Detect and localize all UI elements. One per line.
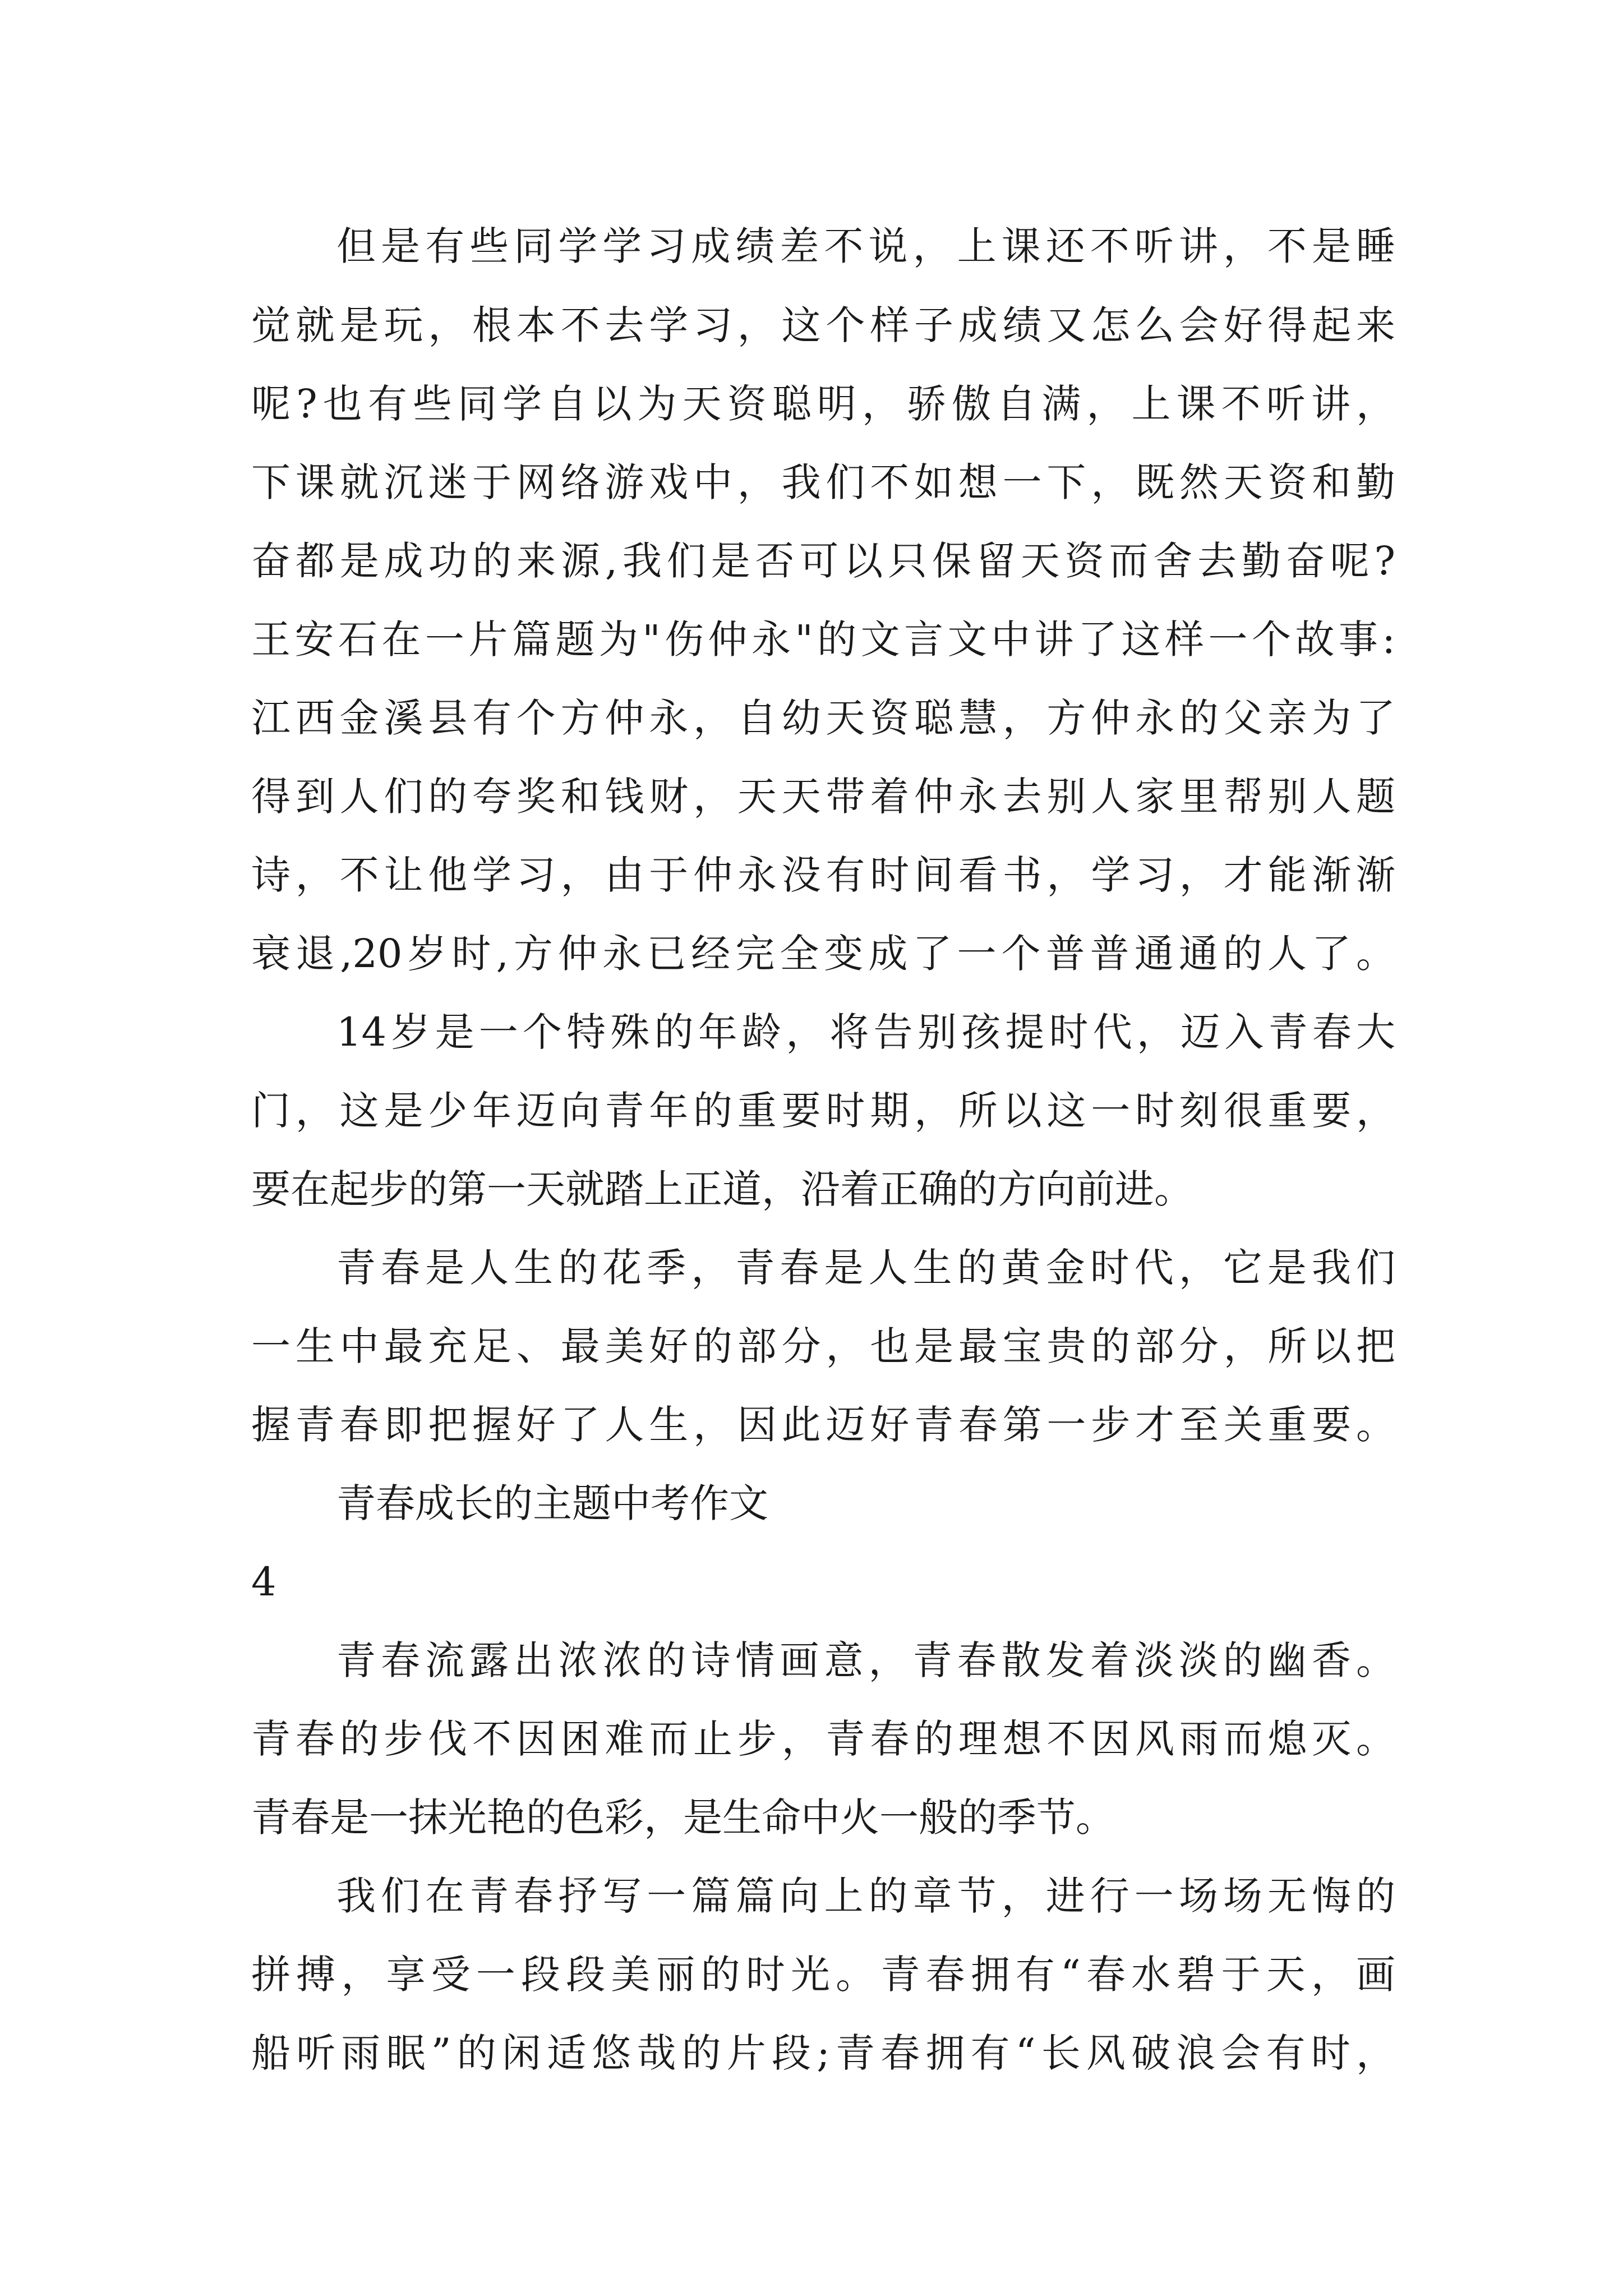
text-line: 14岁是一个特殊的年龄，将告别孩提时代，迈入青春大: [336, 1009, 1395, 1055]
text-line: 呢?也有些同学自以为天资聪明，骄傲自满，上课不听讲，: [251, 381, 1395, 427]
text-line: 江西金溪县有个方仲永，自幼天资聪慧，方仲永的父亲为了: [251, 695, 1395, 741]
text-line: 王安石在一片篇题为"伤仲永"的文言文中讲了这样一个故事:: [251, 616, 1395, 662]
text-line: 觉就是玩，根本不去学习，这个样子成绩又怎么会好得起来: [251, 302, 1395, 348]
text-line: 青春的步伐不因困难而止步，青春的理想不因风雨而熄灭。: [251, 1716, 1395, 1762]
text-line: 得到人们的夸奖和钱财，天天带着仲永去别人家里帮别人题: [251, 774, 1395, 820]
text-line: 拼搏，享受一段段美丽的时光。青春拥有“春水碧于天，画: [251, 1952, 1395, 1998]
text-line: 青春是一抹光艳的色彩，是生命中火一般的季节。: [251, 1795, 1115, 1841]
text-line: 要在起步的第一天就踏上正道，沿着正确的方向前进。: [251, 1166, 1193, 1212]
section-title: 青春成长的主题中考作文: [336, 1480, 768, 1526]
text-line: 诗，不让他学习，由于仲永没有时间看书，学习，才能渐渐: [251, 852, 1395, 898]
section-number: 4: [251, 1559, 276, 1605]
text-line: 我们在青春抒写一篇篇向上的章节，进行一场场无悔的: [336, 1873, 1395, 1919]
text-line: 衰退,20岁时,方仲永已经完全变成了一个普普通通的人了。: [251, 931, 1395, 977]
text-line: 船听雨眠”的闲适悠哉的片段;青春拥有“长风破浪会有时，: [251, 2030, 1395, 2076]
text-line: 门，这是少年迈向青年的重要时期，所以这一时刻很重要，: [251, 1088, 1395, 1134]
text-line: 青春是人生的花季，青春是人生的黄金时代，它是我们: [336, 1245, 1395, 1291]
text-line: 但是有些同学学习成绩差不说，上课还不听讲，不是睡: [336, 223, 1395, 269]
text-line: 下课就沉迷于网络游戏中，我们不如想一下，既然天资和勤: [251, 459, 1395, 505]
text-line: 一生中最充足、最美好的部分，也是最宝贵的部分，所以把: [251, 1323, 1395, 1369]
text-line: 青春流露出浓浓的诗情画意，青春散发着淡淡的幽香。: [336, 1637, 1395, 1683]
text-line: 奋都是成功的来源,我们是否可以只保留天资而舍去勤奋呢?: [251, 538, 1395, 584]
text-line: 握青春即把握好了人生，因此迈好青春第一步才至关重要。: [251, 1402, 1395, 1448]
